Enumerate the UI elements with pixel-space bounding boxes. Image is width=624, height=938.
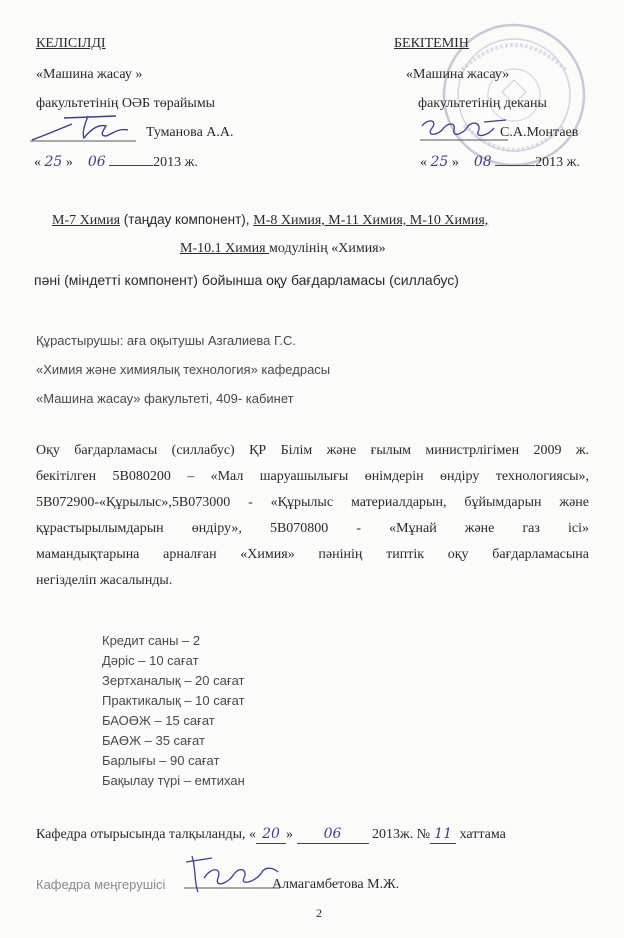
paragraph-line: құрастырылымдарын өндіру», 5В070800 - «Мұнай және газ ісі» xyxy=(36,521,589,536)
approval-right-faculty: «Машина жасау» xyxy=(406,67,510,82)
date-day: 25 xyxy=(44,154,63,170)
department-meeting-line xyxy=(36,826,506,844)
head-handwritten-signature xyxy=(182,848,282,898)
syllabus-basis-paragraph xyxy=(36,438,589,594)
approval-left-date xyxy=(34,154,198,171)
meeting-month: 06 xyxy=(297,826,369,844)
date-open-quote: « xyxy=(34,155,41,170)
hours-practical: Практикалық – 10 сағат xyxy=(102,693,245,708)
hours-supervised-independent: БАОӨЖ – 15 сағат xyxy=(102,713,215,728)
approval-left-role: факультетінің ОӘБ төрайымы xyxy=(36,96,216,111)
meeting-close-quote: » xyxy=(286,827,294,842)
author-department: «Химия және химиялық технология» кафедрасы xyxy=(36,362,331,377)
paragraph-line: 5В072900-«Құрылыс»,5В073000 - «Құрылыс материалдарын, бұйымдарын және xyxy=(36,495,589,510)
date-day: 25 xyxy=(430,154,449,170)
left-handwritten-signature xyxy=(28,110,138,146)
date-month: 08 xyxy=(473,154,492,170)
approval-left-heading: КЕЛІСІЛДІ xyxy=(36,36,106,51)
paragraph-line: мамандықтарына арналған «Химия» пәнінің типтік оқу бағдарламасына xyxy=(36,547,589,562)
head-of-department-label: Кафедра меңгерушісі xyxy=(36,877,166,892)
meeting-protocol-label: хаттама xyxy=(456,827,506,842)
approval-right-role: факультетінің деканы xyxy=(418,96,547,111)
meeting-protocol-number: 11 xyxy=(430,826,456,844)
hours-laboratory: Зертханалық – 20 сағат xyxy=(102,673,245,688)
title-elective-component: (таңдау компонент), xyxy=(120,212,254,227)
date-month: 06 xyxy=(87,154,106,170)
title-module-subject: модулінің «Химия» xyxy=(269,241,386,256)
title-module-m101: М-10.1 Химия xyxy=(180,241,270,256)
hours-independent: БАӨЖ – 35 сағат xyxy=(102,733,205,748)
date-close-quote: » xyxy=(451,155,459,170)
paragraph-line: бекітілген 5В080200 – «Мал шаруашылығы өнімдерін өндіру технологиясы», xyxy=(36,469,589,484)
title-line-3: пәні (міндетті компонент) бойынша оқу бағдарламасы (силлабус) xyxy=(34,272,459,288)
hours-lectures: Дәріс – 10 сағат xyxy=(102,653,199,668)
date-year: 2013 ж. xyxy=(535,155,580,170)
author-compiler: Құрастырушы: аға оқытушы Азгалиева Г.С. xyxy=(36,333,297,348)
approval-right-date xyxy=(420,154,580,171)
right-handwritten-signature xyxy=(418,112,510,146)
author-faculty-room: «Машина жасау» факультеті, 409- кабинет xyxy=(36,391,294,406)
approval-right-signer: С.А.Монтаев xyxy=(500,125,579,140)
date-open-quote: « xyxy=(420,155,427,170)
title-module-m7: М-7 Химия xyxy=(52,213,121,228)
approval-left-signer: Туманова А.А. xyxy=(146,125,234,140)
page-number: 2 xyxy=(316,906,322,920)
hours-control-type: Бақылау түрі – емтихан xyxy=(102,773,245,788)
meeting-day: 20 xyxy=(256,826,286,844)
paragraph-line: Оқу бағдарламасы (силлабус) ҚР Білім және ғылым министрлігімен 2009 ж. xyxy=(36,443,589,458)
title-modules-list: М-8 Химия, М-11 Химия, М-10 Химия, xyxy=(253,213,489,228)
hours-total: Барлығы – 90 сағат xyxy=(102,753,220,768)
date-close-quote: » xyxy=(65,155,73,170)
approval-right-heading: БЕКІТЕМІН xyxy=(394,36,469,51)
paragraph-line: негізделіп жасалынды. xyxy=(36,573,173,588)
meeting-year-number-label: 2013ж. № xyxy=(372,827,431,842)
approval-left-faculty: «Машина жасау » xyxy=(36,67,143,82)
date-year: 2013 ж. xyxy=(153,155,198,170)
title-line-1 xyxy=(52,211,488,229)
meeting-text: Кафедра отырысында талқыланды, « xyxy=(36,827,257,842)
hours-credits: Кредит саны – 2 xyxy=(102,633,201,648)
title-line-2 xyxy=(180,240,386,257)
head-of-department-name: Алмагамбетова М.Ж. xyxy=(272,877,400,892)
